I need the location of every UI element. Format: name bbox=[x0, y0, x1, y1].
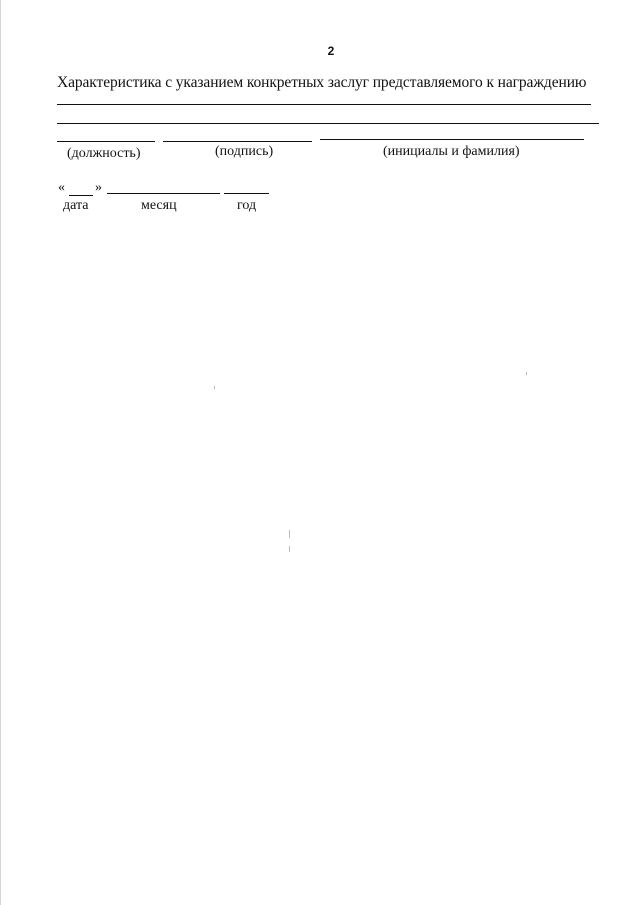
form-heading: Характеристика с указанием конкретных заслуг представляемого к награждению bbox=[57, 74, 587, 91]
year-line bbox=[224, 193, 269, 194]
year-label: год bbox=[237, 198, 257, 213]
scan-artifact bbox=[289, 546, 290, 552]
characteristic-line-2 bbox=[57, 123, 599, 124]
month-line bbox=[107, 193, 220, 194]
name-line bbox=[320, 139, 584, 140]
position-line bbox=[57, 141, 155, 142]
date-close-quote: » bbox=[95, 180, 102, 195]
date-open-quote: « bbox=[58, 180, 65, 195]
day-label: дата bbox=[63, 198, 89, 213]
day-line bbox=[69, 195, 93, 196]
signature-line bbox=[163, 141, 312, 142]
page-number: 2 bbox=[327, 44, 335, 58]
signature-label: (подпись) bbox=[215, 144, 274, 159]
page-edge bbox=[0, 0, 1, 905]
scan-artifact bbox=[289, 530, 290, 538]
scan-artifact bbox=[526, 372, 527, 375]
month-label: месяц bbox=[141, 198, 177, 213]
scan-artifact bbox=[214, 386, 215, 389]
name-label: (инициалы и фамилия) bbox=[383, 144, 520, 159]
characteristic-line-1 bbox=[57, 104, 591, 105]
position-label: (должность) bbox=[67, 146, 141, 161]
